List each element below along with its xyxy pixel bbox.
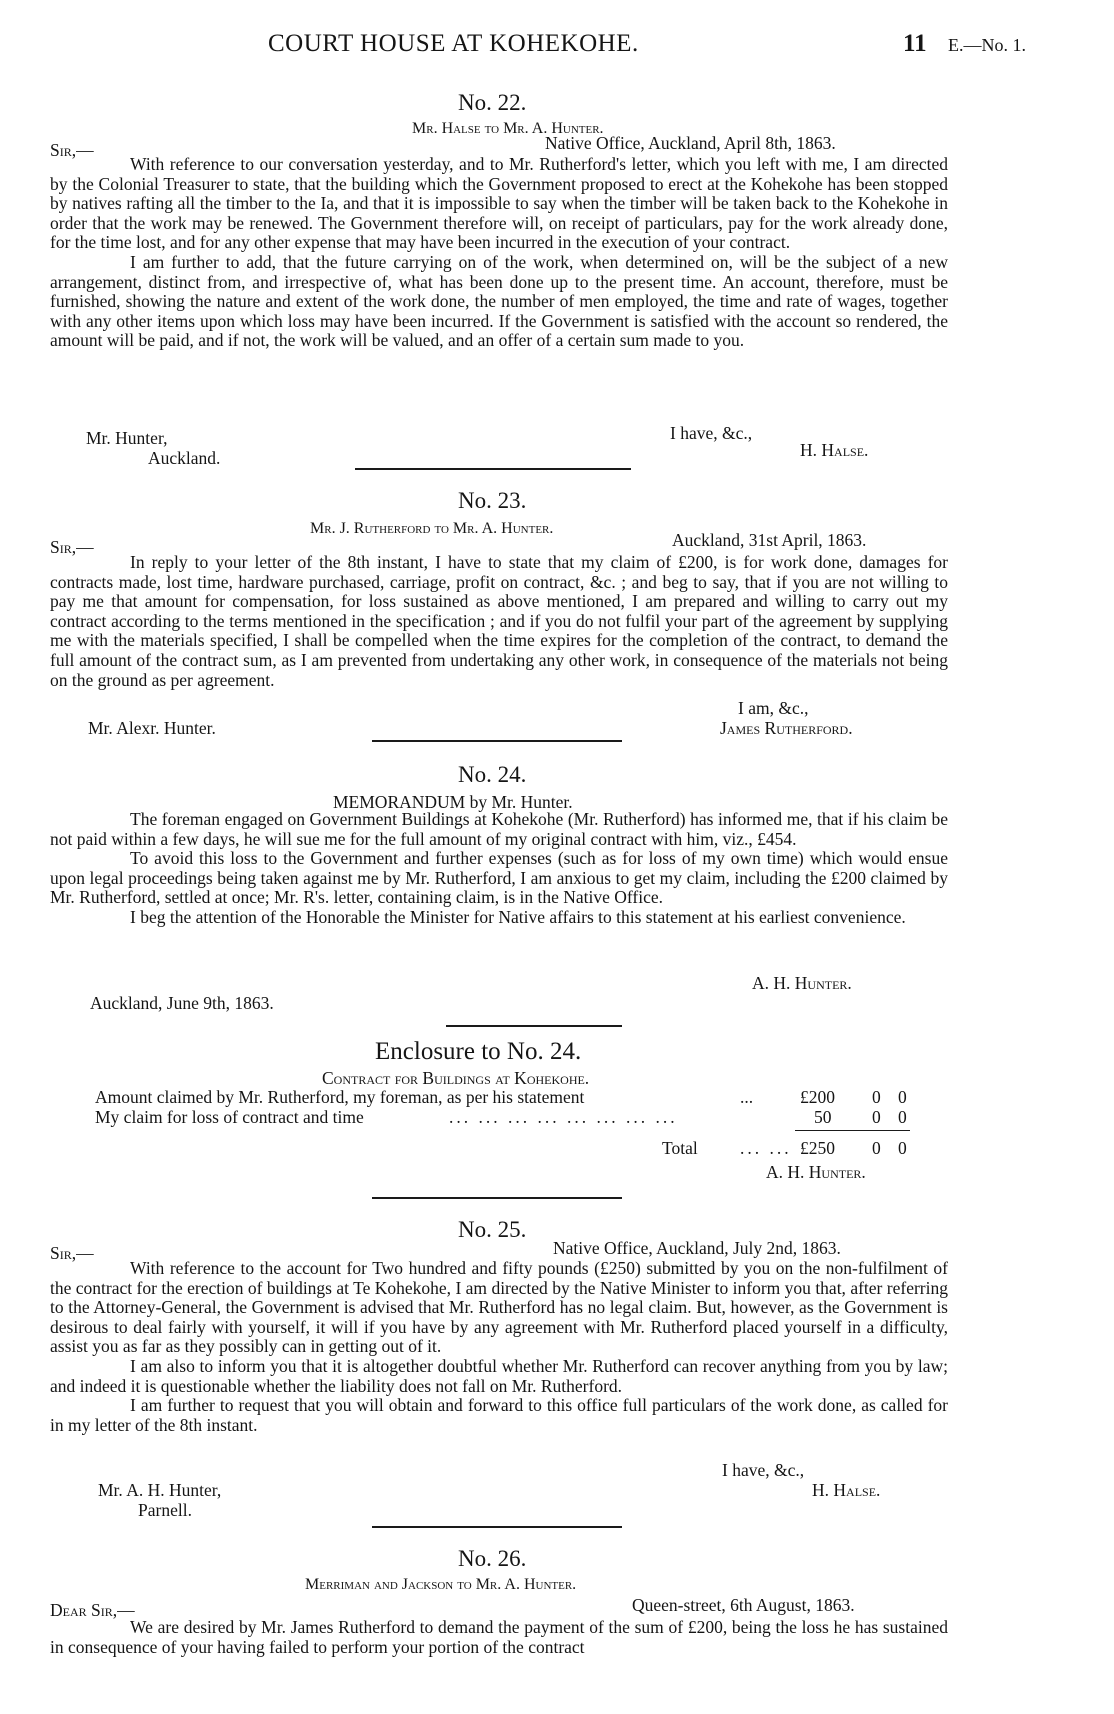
section-divider: [372, 740, 622, 742]
account-row-pounds: £200: [800, 1087, 835, 1107]
letter-23-paragraph: In reply to your letter of the 8th instant, I have to state that my claim of £200, is for work done, damages for contracts made, lost time, hardware purchased, carriage, profit on contract, &c. ; and beg to say, that if you are not willing to pay me that amount for compensation, for loss sustained as above mentioned, I am prepared and willing to carry out my contract according to the terms mentioned in the specification ; and if you do not fulfil your part of the agreement by supplying me with the materials specified, I shall be compelled when the time expires for the completion of the contract, to demand the full amount of the contract sum, as I am prevented from undertaking any other work, in consequence of the materials not being on the ground as per agreement.: [50, 552, 948, 690]
letter-22-salutation: Sir,—: [50, 140, 94, 160]
letter-23-dateline: Auckland, 31st April, 1863.: [672, 530, 867, 550]
account-row-shillings: 0: [872, 1107, 881, 1127]
memo-24-number: No. 24.: [458, 762, 527, 787]
letter-23-salutation: Sir,—: [50, 537, 94, 557]
section-divider: [372, 1197, 622, 1199]
letter-26-number: No. 26.: [458, 1546, 527, 1571]
memo-24-date: Auckland, June 9th, 1863.: [90, 993, 274, 1013]
memo-24-title: MEMORANDUM by Mr. Hunter.: [333, 792, 573, 812]
account-row-leader: ...: [740, 1087, 754, 1107]
section-divider: [355, 468, 631, 470]
enclosure-24-signature: A. H. Hunter.: [766, 1162, 866, 1182]
letter-23-addressee: Mr. Alexr. Hunter.: [88, 718, 216, 738]
letter-22-paragraph: I am further to add, that the future carrying on of the work, when determined on, will be the subject of a new arrangement, distinct from, and irrespective of, what has been done up to the present time. An account, therefore, must be furnished, showing the nature and extent of the work done, the number of men employed, the time and rate of wages, together with any other items upon which loss may have been incurred. If the Government is satisfied with the account so rendered, the amount will be paid, and if not, the work will be valued, and an offer of a certain sum made to you.: [50, 251, 948, 351]
total-rule: [795, 1130, 910, 1131]
letter-22-addressee: Mr. Hunter,: [86, 428, 168, 448]
letter-26-salutation: Dear Sir,—: [50, 1600, 135, 1620]
document-reference: E.—No. 1.: [948, 35, 1026, 55]
letter-25-salutation: Sir,—: [50, 1243, 94, 1263]
account-total-label: Total: [662, 1138, 698, 1158]
letter-22-closing: I have, &c.,: [670, 423, 753, 443]
letter-25-place: Parnell.: [138, 1500, 192, 1520]
letter-25-paragraph: With reference to the account for Two hundred and fifty pounds (£250) submitted by you on the non-fulfilment of the contract for the erection of buildings at Te Kohekohe, I am directed by the Native Minister to inform you that, after referring to the Attorney-General, the Government is advised that Mr. Rutherford has no legal claim. But, however, as the Government is desirous to deal fairly with yourself, it will if you have by any agreement with Mr. Rutherford placed yourself in a difficulty, assist you as far as they possibly can in getting out of it.: [50, 1258, 948, 1357]
letter-23-signature: James Rutherford.: [720, 718, 853, 738]
account-row-pence: 0: [898, 1107, 907, 1127]
enclosure-24-title: Enclosure to No. 24.: [375, 1038, 582, 1065]
letter-23-number: No. 23.: [458, 488, 527, 513]
letter-25-signature: H. Halse.: [812, 1480, 881, 1500]
account-row-label: Amount claimed by Mr. Rutherford, my foreman, as per his statement: [95, 1087, 585, 1107]
letter-25-number: No. 25.: [458, 1217, 527, 1242]
letter-25-body: [50, 1259, 948, 1435]
letter-26-from-to: Merriman and Jackson to Mr. A. Hunter.: [305, 1576, 577, 1593]
account-row-label: My claim for loss of contract and time: [95, 1107, 364, 1127]
account-total-shillings: 0: [872, 1138, 881, 1158]
enclosure-24-subtitle: Contract for Buildings at Kohekohe.: [322, 1068, 590, 1088]
letter-25-paragraph: I am also to inform you that it is altogether doubtful whether Mr. Rutherford can recover anything from you by law; and indeed it is questionable whether the liability does not fall on Mr. Rutherford.: [50, 1355, 948, 1396]
letter-22-paragraph: With reference to our conversation yesterday, and to Mr. Rutherford's letter, which you left with me, I am directed by the Colonial Treasurer to state, that the building which the Government proposed to erect at the Kohekohe has been stopped by natives rafting all the timber to the Ia, and that it is impossible to say when the timber will be taken back to the Kohekohe in order that the work may be renewed. The Government therefore will, on receipt of particulars, pay for the work already done, for the time lost, and for any other expense that may have been incurred in the execution of your contract.: [50, 154, 948, 253]
letter-25-addressee: Mr. A. H. Hunter,: [98, 1480, 222, 1500]
memo-24-paragraph: To avoid this loss to the Government and further expenses (such as for loss of my own time) which would ensue upon legal proceedings being taken against me by Mr. Rutherford, I am anxious to get my claim, including the £200 claimed by Mr. Rutherford, settled at once; Mr. R's. letter, containing claim, is in the Native Office.: [50, 848, 948, 908]
letter-26-paragraph: We are desired by Mr. James Rutherford to demand the payment of the sum of £200, being the loss he has sustained in consequence of your having failed to perform your portion of the contract: [50, 1617, 948, 1657]
account-row-pence: 0: [898, 1087, 907, 1107]
letter-26-dateline: Queen-street, 6th August, 1863.: [632, 1595, 855, 1615]
page-number: 11: [903, 30, 927, 57]
letter-25-closing: I have, &c.,: [722, 1460, 805, 1480]
page-title: COURT HOUSE AT KOHEKOHE.: [268, 30, 639, 57]
letter-22-from-to: Mr. Halse to Mr. A. Hunter.: [412, 120, 604, 137]
account-row-pounds: 50: [814, 1107, 832, 1127]
memo-24-signature: A. H. Hunter.: [752, 973, 852, 993]
letter-23-from-to: Mr. J. Rutherford to Mr. A. Hunter.: [310, 520, 554, 537]
letter-26-body: [50, 1618, 948, 1657]
letter-23-closing: I am, &c.,: [738, 698, 809, 718]
account-row-shillings: 0: [872, 1087, 881, 1107]
section-divider: [446, 1025, 622, 1027]
memo-24-paragraph: The foreman engaged on Government Buildings at Kohekohe (Mr. Rutherford) has informed me, that if his claim be not paid within a few days, he will sue me for the full amount of my original contract with him, viz., £454.: [50, 809, 948, 849]
letter-22-body: [50, 155, 948, 351]
letter-22-place: Auckland.: [148, 448, 221, 468]
memo-24-body: [50, 810, 948, 928]
memo-24-paragraph: I beg the attention of the Honorable the Minister for Native affairs to this statement at his earliest convenience.: [130, 906, 906, 927]
account-total-leader: ... ...: [740, 1138, 792, 1158]
letter-22-dateline: Native Office, Auckland, April 8th, 1863.: [545, 133, 836, 153]
section-divider: [372, 1526, 622, 1528]
letter-25-paragraph: I am further to request that you will obtain and forward to this office full particulars of the work done, as called for in my letter of the 8th instant.: [50, 1395, 948, 1435]
letter-25-dateline: Native Office, Auckland, July 2nd, 1863.: [553, 1238, 841, 1258]
account-total-pence: 0: [898, 1138, 907, 1158]
account-row-leader: ... ... ... ... ... ... ... ...: [449, 1107, 678, 1127]
letter-23-body: [50, 553, 948, 690]
letter-22-signature: H. Halse.: [800, 440, 869, 460]
letter-22-number: No. 22.: [458, 90, 527, 115]
account-total-pounds: £250: [800, 1138, 835, 1158]
